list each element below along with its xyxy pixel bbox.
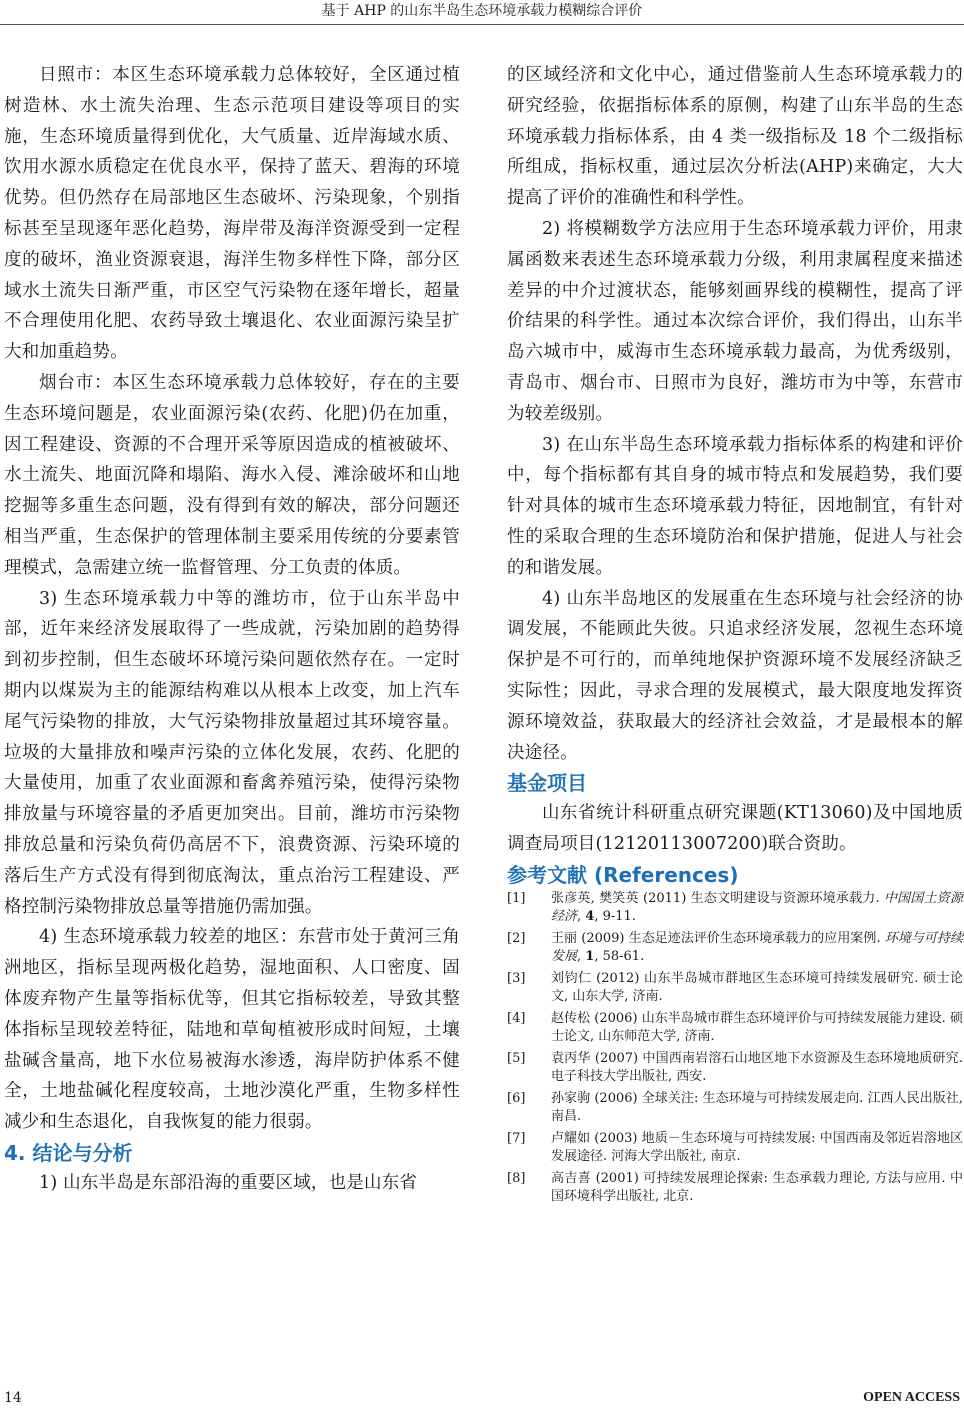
reference-number: [8] [507,1170,526,1186]
reference-number: [5] [507,1050,526,1066]
paragraph-conclusion-1: 1) 山东半岛是东部沿海的重要区域，也是山东省 [39,1172,418,1193]
reference-volume: 1 [585,949,595,965]
reference-item [507,970,963,1007]
paragraph-weifang: 3) 生态环境承载力中等的潍坊市，位于山东半岛中部，近年来经济发展取得了一些成就，污染加剧的趋势得到初步控制，但生态破坏环境污染问题依然存在。一定时期内以煤炭为主的能源结构难以从根本上改变，加上汽车尾气污染物的排放，大气污染物排放量超过其环境容量。垃圾的大量排放和噪声污染的立体化发展，农药、化肥的大量使用，加重了农业面源和畜禽养殖污染，使得污染物排放量与环境容量的矛盾更加突出。目前，潍坊市污染物排放总量和污染负荷仍高居不下，浪费资源、污染环境的落后生产方式没有得到彻底淘汰，重点治污工程建设、严格控制污染物排放总量等措施仍需加强。 [4,588,460,917]
reference-item [507,1130,963,1167]
reference-number: [6] [507,1090,526,1106]
paragraph-conclusion-4: 4) 山东半岛地区的发展重在生态环境与社会经济的协调发展，不能顾此失彼。只追求经济发展，忽视生态环境保护是不可行的，而单纯地保护资源环境不发展经济缺乏实际性；因此，寻求合理的发展模式，最大限度地发挥资源环境效益，获取最大的经济社会效益，才是最根本的解决途径。 [507,588,963,763]
paragraph-rizhao: 日照市：本区生态环境承载力总体较好，全区通过植树造林、水土流失治理、生态示范项目建设等项目的实施，生态环境质量得到优化，大气质量、近岸海域水质、饮用水源水质稳定在优良水平，保持了蓝天、碧海的环境优势。但仍然存在局部地区生态破坏、污染现象，个别指标甚至呈现逐年恶化趋势，海岸带及海洋资源受到一定程度的破坏，渔业资源衰退，海洋生物多样性下降，部分区域水土流失日渐严重，市区空气污染物在逐年增长，超量不合理使用化肥、农药导致土壤退化、农业面源污染呈扩大和加重趋势。 [4,65,460,363]
page-number: 14 [4,1390,22,1406]
paragraph-yantai: 烟台市：本区生态环境承载力总体较好，存在的主要生态环境问题是，农业面源污染(农药、化肥)仍在加重，因工程建设、资源的不合理开采等原因造成的植被破坏、水土流失、地面沉降和塌陷、海水入侵、滩涂破坏和山地挖掘等多重生态问题，没有得到有效的解决，部分问题还相当严重，生态保护的管理体制主要采用传统的分要素管理模式，急需建立统一监督管理、分工负责的体质。 [4,372,460,578]
open-access-label: OPEN ACCESS [863,1390,960,1405]
reference-pages: , 9-11. [594,909,636,925]
reference-text: 袁丙华 (2007) 中国西南岩溶石山地区地下水资源及生态环境地质研究. 电子科技大学出版社, 西安. [551,1050,963,1085]
section-heading-references: 参考文献 (References) [507,862,739,887]
reference-authors-title: 王丽 (2009) 生态足迹法评价生态环境承载力的应用案例. [551,930,885,946]
left-column [4,60,460,1199]
paragraph-conclusion-2: 2) 将模糊数学方法应用于生态环境承载力评价，用隶属函数来表述生态环境承载力分级，利用隶属程度来描述差异的中介过渡状态，能够刻画界线的模糊性，提高了评价结果的科学性。通过本次综合评价，我们得出，山东半岛六城市中，威海市生态环境承载力最高，为优秀级别，青岛市、烟台市、日照市为良好，潍坊市为中等，东营市为较差级别。 [507,218,963,424]
reference-authors-title: 张彦英, 樊笑英 (2011) 生态文明建设与资源环境承载力. [551,890,884,906]
reference-text: 高吉喜 (2001) 可持续发展理论探索: 生态承载力理论, 方法与应用. 中国环境科学出版社, 北京. [551,1170,963,1205]
reference-number: [1] [507,890,526,906]
reference-volume: 4 [585,909,595,925]
reference-item [507,1170,963,1207]
section-heading-fund: 基金项目 [507,771,587,796]
reference-item [507,930,963,967]
reference-journal: 环境与可持续发展 [551,930,963,965]
reference-journal: 中国国土资源经济 [551,890,963,925]
reference-text: 王丽 (2009) 生态足迹法评价生态环境承载力的应用案例. 环境与可持续发展, 1, 58-61. [551,930,963,965]
reference-pages: , 58-61. [594,949,645,965]
reference-item [507,1090,963,1127]
reference-text: 张彦英, 樊笑英 (2011) 生态文明建设与资源环境承载力. 中国国土资源经济, 4, 9-11. [551,890,963,925]
reference-number: [2] [507,930,526,946]
header-rule [0,24,964,25]
reference-text: 孙家驹 (2006) 全球关注: 生态环境与可持续发展走向. 江西人民出版社, 南昌. [551,1090,963,1125]
reference-item [507,1050,963,1087]
reference-list [507,890,963,1207]
section-heading-conclusion: 4. 结论与分析 [4,1140,133,1165]
paragraph-conclusion-1-continued: 的区域经济和文化中心，通过借鉴前人生态环境承载力的研究经验，依据指标体系的原侧，构建了山东半岛的生态环境承载力指标体系，由 4 类一级指标及 18 个二级指标所组成，指标权重，通过层次分析法(AHP)来确定，大大提高了评价的准确性和科学性。 [507,65,963,209]
reference-text: 卢耀如 (2003) 地质－生态环境与可持续发展: 中国西南及邻近岩溶地区发展途径. 河海大学出版社, 南京. [551,1130,963,1165]
reference-text: 刘钧仁 (2012) 山东半岛城市群地区生态环境可持续发展研究. 硕士论文, 山东大学, 济南. [551,970,963,1005]
reference-text: 赵传松 (2006) 山东半岛城市群生态环境评价与可持续发展能力建设. 硕士论文, 山东师范大学, 济南. [551,1010,963,1045]
paragraph-fund: 山东省统计科研重点研究课题(KT13060)及中国地质调查局项目(12120113007200)联合资助。 [507,803,963,855]
reference-number: [4] [507,1010,526,1026]
paragraph-dongying: 4) 生态环境承载力较差的地区：东营市处于黄河三角洲地区，指标呈现两极化趋势，湿地面积、人口密度、固体废弃物产生量等指标优等，但其它指标较差，导致其整体指标呈现较差特征，陆地和草甸植被形成时间短，土壤盐碱含量高，地下水位易被海水渗透，海岸防护体系不健全，土地盐碱化程度较高，土地沙漠化严重，生物多样性减少和生态退化，自我恢复的能力很弱。 [4,927,460,1133]
reference-item [507,890,963,927]
paragraph-conclusion-3: 3) 在山东半岛生态环境承载力指标体系的构建和评价中，每个指标都有其自身的城市特点和发展趋势，我们要针对具体的城市生态环境承载力特征，因地制宜，有针对性的采取合理的生态环境防治和保护措施，促进人与社会的和谐发展。 [507,434,963,578]
reference-item [507,1010,963,1047]
reference-number: [3] [507,970,526,986]
reference-number: [7] [507,1130,526,1146]
running-header: 基于 AHP 的山东半岛生态环境承载力模糊综合评价 [321,3,643,19]
right-column [507,60,963,1210]
